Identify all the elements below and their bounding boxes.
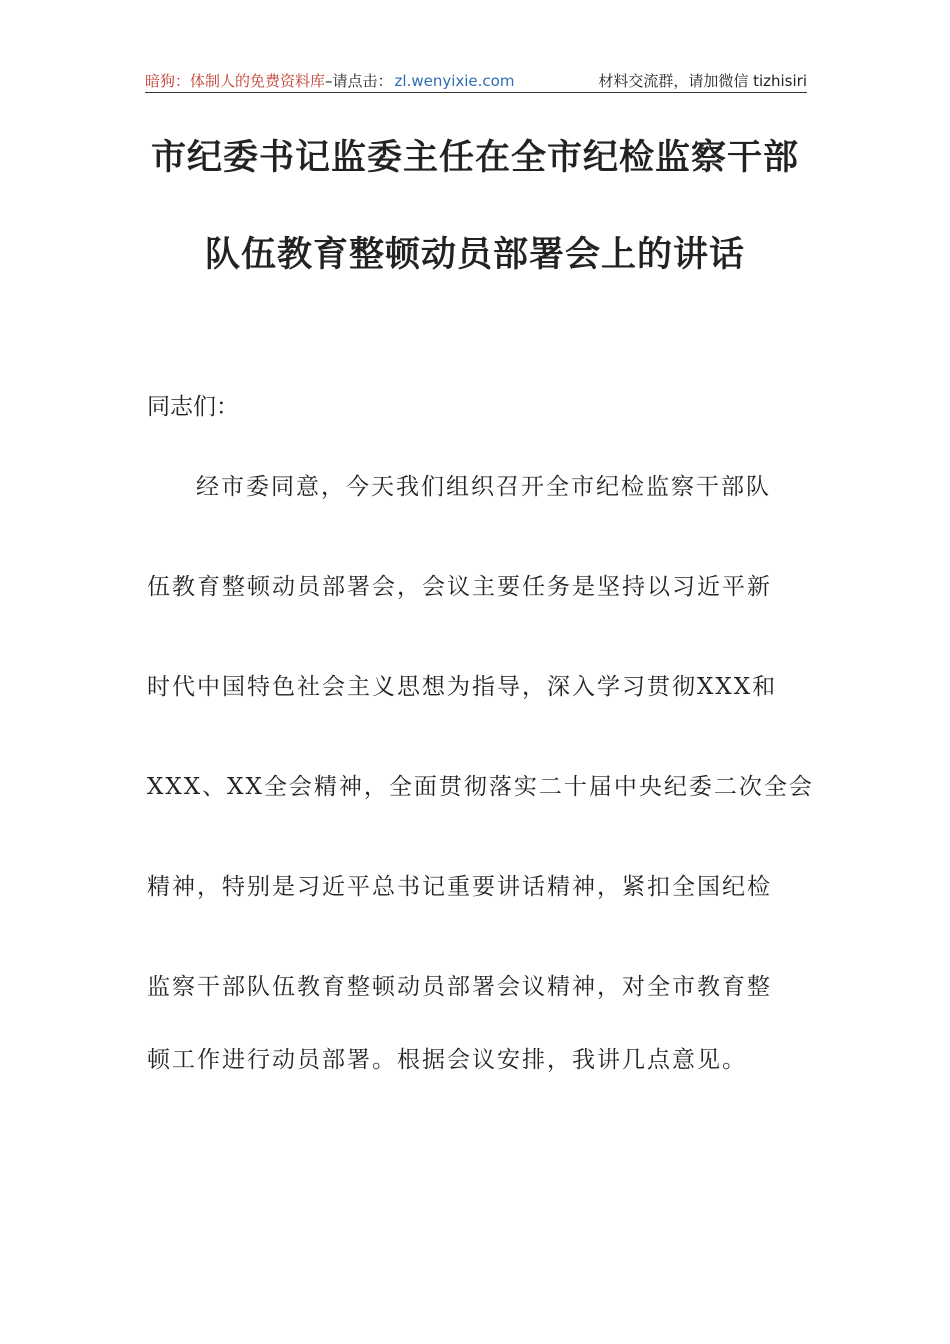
page-header (145, 70, 807, 93)
group-contact-text: 材料交流群，请加微信 tizhisiri (598, 72, 807, 90)
salutation: 同志们： (147, 394, 239, 420)
click-label: –请点击： (325, 72, 393, 90)
paragraph-line: 精神，特别是习近平总书记重要讲话精神，紧扣全国纪检 (147, 874, 772, 900)
document-title-line-1: 市纪委书记监委主任在全市纪检监察干部 (150, 138, 799, 178)
promo-text: 暗狗：体制人的免费资料库 (145, 72, 326, 90)
paragraph-line: 经市委同意，今天我们组织召开全市纪检监察干部队 (196, 474, 771, 500)
paragraph-line: 时代中国特色社会主义思想为指导，深入学习贯彻XXX和 (147, 674, 778, 700)
paragraph-line: XXX、XX全会精神，全面贯彻落实二十届中央纪委二次全会 (147, 774, 814, 800)
paragraph-line: 顿工作进行动员部署。根据会议安排，我讲几点意见。 (147, 1047, 747, 1073)
paragraph-line: 伍教育整顿动员部署会，会议主要任务是坚持以习近平新 (147, 574, 772, 600)
site-link[interactable]: zl.wenyixie.com (394, 72, 515, 90)
document-title-line-2: 队伍教育整顿动员部署会上的讲话 (204, 235, 745, 275)
paragraph-line: 监察干部队伍教育整顿动员部署会议精神，对全市教育整 (147, 974, 772, 1000)
